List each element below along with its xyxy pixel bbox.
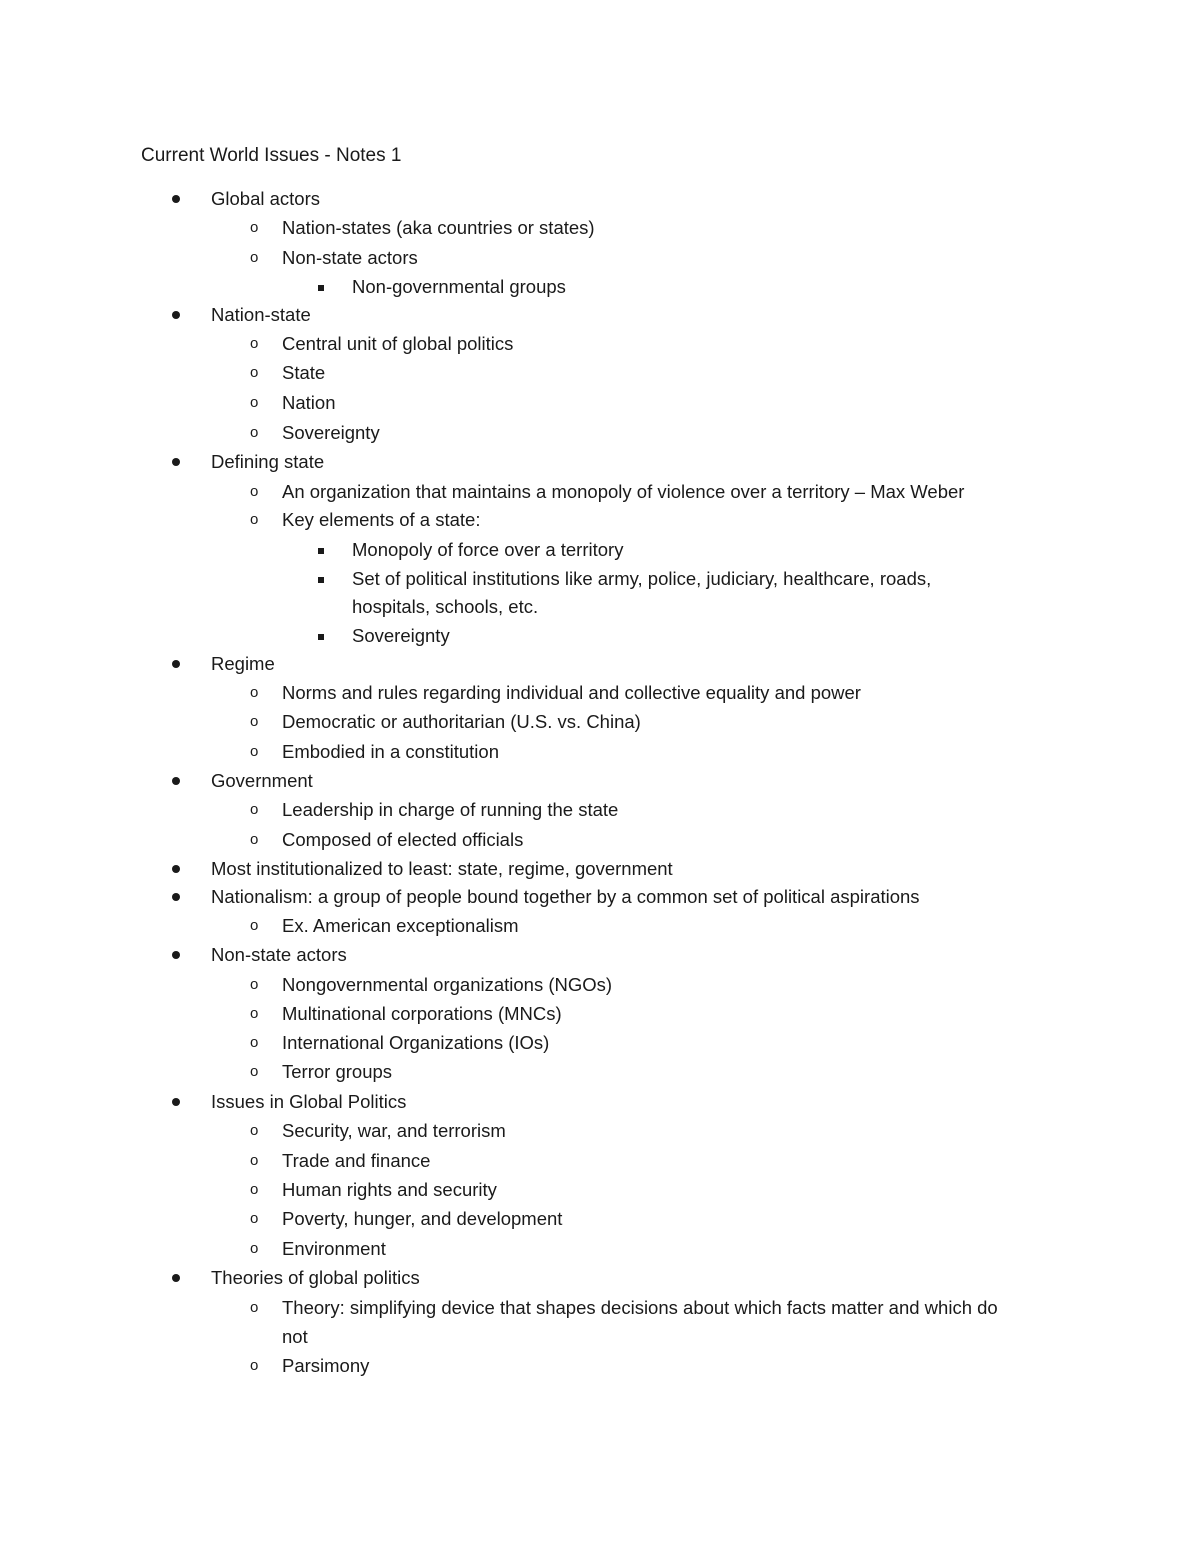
square-bullet-icon (318, 285, 324, 291)
circle-bullet-icon: o (250, 684, 259, 701)
bullet-icon (172, 1098, 180, 1106)
circle-bullet-icon: o (250, 831, 259, 848)
list-item-level-1: Most institutionalized to least: state, regime, government (211, 858, 673, 879)
list-item-level-1: Defining state (211, 451, 325, 472)
list-item-level-2: Nation-states (aka countries or states) (282, 217, 595, 238)
list-item-level-2: Theory: simplifying device that shapes decisions about which facts matter and which do (282, 1297, 998, 1318)
list-item-level-2: Democratic or authoritarian (U.S. vs. China) (282, 711, 641, 732)
circle-bullet-icon: o (250, 511, 259, 528)
list-item-level-2: An organization that maintains a monopoly of violence over a territory – Max Weber (282, 481, 965, 502)
list-item-level-2: Ex. American exceptionalism (282, 915, 519, 936)
list-item-level-2: Sovereignty (282, 422, 380, 443)
bullet-icon (172, 951, 180, 959)
list-item-level-2: Non-state actors (282, 247, 418, 268)
bullet-icon (172, 893, 180, 901)
square-bullet-icon (318, 548, 324, 554)
list-item-level-2: Poverty, hunger, and development (282, 1208, 563, 1229)
list-item-level-2: Security, war, and terrorism (282, 1120, 506, 1141)
list-item-level-2: Central unit of global politics (282, 333, 514, 354)
circle-bullet-icon: o (250, 1357, 259, 1374)
bullet-icon (172, 660, 180, 668)
circle-bullet-icon: o (250, 1240, 259, 1257)
list-item-level-3: hospitals, schools, etc. (352, 596, 539, 617)
list-item-level-2: Leadership in charge of running the state (282, 799, 619, 820)
list-item-level-1: Global actors (211, 188, 320, 209)
circle-bullet-icon: o (250, 1034, 259, 1051)
circle-bullet-icon: o (250, 1063, 259, 1080)
list-item-level-3: Monopoly of force over a territory (352, 539, 624, 560)
bullet-icon (172, 1274, 180, 1282)
circle-bullet-icon: o (250, 1210, 259, 1227)
list-item-level-2: Terror groups (282, 1061, 393, 1082)
list-item-level-1: Issues in Global Politics (211, 1091, 407, 1112)
bullet-icon (172, 777, 180, 785)
list-item-level-3: Set of political institutions like army, police, judiciary, healthcare, roads, (352, 568, 932, 589)
circle-bullet-icon: o (250, 713, 259, 730)
square-bullet-icon (318, 634, 324, 640)
circle-bullet-icon: o (250, 1005, 259, 1022)
bullet-icon (172, 458, 180, 466)
bullet-icon (172, 311, 180, 319)
list-item-level-2: Key elements of a state: (282, 509, 481, 530)
list-item-level-2: Parsimony (282, 1355, 370, 1376)
list-item-level-2: Multinational corporations (MNCs) (282, 1003, 562, 1024)
list-item-level-3: Sovereignty (352, 625, 450, 646)
circle-bullet-icon: o (250, 335, 259, 352)
list-item-level-3: Non-governmental groups (352, 276, 566, 297)
list-item-level-2: State (282, 362, 326, 383)
circle-bullet-icon: o (250, 394, 259, 411)
bullet-icon (172, 195, 180, 203)
circle-bullet-icon: o (250, 976, 259, 993)
circle-bullet-icon: o (250, 249, 259, 266)
list-item-level-2: not (282, 1326, 308, 1347)
list-item-level-2: Human rights and security (282, 1179, 497, 1200)
circle-bullet-icon: o (250, 1181, 259, 1198)
list-item-level-1: Nation-state (211, 304, 311, 325)
list-item-level-1: Regime (211, 653, 275, 674)
square-bullet-icon (318, 577, 324, 583)
circle-bullet-icon: o (250, 1122, 259, 1139)
list-item-level-2: Nongovernmental organizations (NGOs) (282, 974, 613, 995)
list-item-level-2: Nation (282, 392, 336, 413)
bullet-icon (172, 865, 180, 873)
circle-bullet-icon: o (250, 743, 259, 760)
circle-bullet-icon: o (250, 364, 259, 381)
list-item-level-2: Composed of elected officials (282, 829, 524, 850)
list-item-level-1: Theories of global politics (211, 1267, 420, 1288)
list-item-level-1: Government (211, 770, 313, 791)
list-item-level-2: Norms and rules regarding individual and collective equality and power (282, 682, 861, 703)
circle-bullet-icon: o (250, 483, 259, 500)
list-item-level-2: Embodied in a constitution (282, 741, 499, 762)
circle-bullet-icon: o (250, 424, 259, 441)
circle-bullet-icon: o (250, 801, 259, 818)
list-item-level-2: Environment (282, 1238, 386, 1259)
circle-bullet-icon: o (250, 1152, 259, 1169)
circle-bullet-icon: o (250, 917, 259, 934)
list-item-level-1: Non-state actors (211, 944, 347, 965)
list-item-level-2: International Organizations (IOs) (282, 1032, 550, 1053)
list-item-level-2: Trade and finance (282, 1150, 431, 1171)
list-item-level-1: Nationalism: a group of people bound together by a common set of political aspirations (211, 886, 920, 907)
document-title: Current World Issues - Notes 1 (141, 145, 402, 166)
circle-bullet-icon: o (250, 1299, 259, 1316)
circle-bullet-icon: o (250, 219, 259, 236)
